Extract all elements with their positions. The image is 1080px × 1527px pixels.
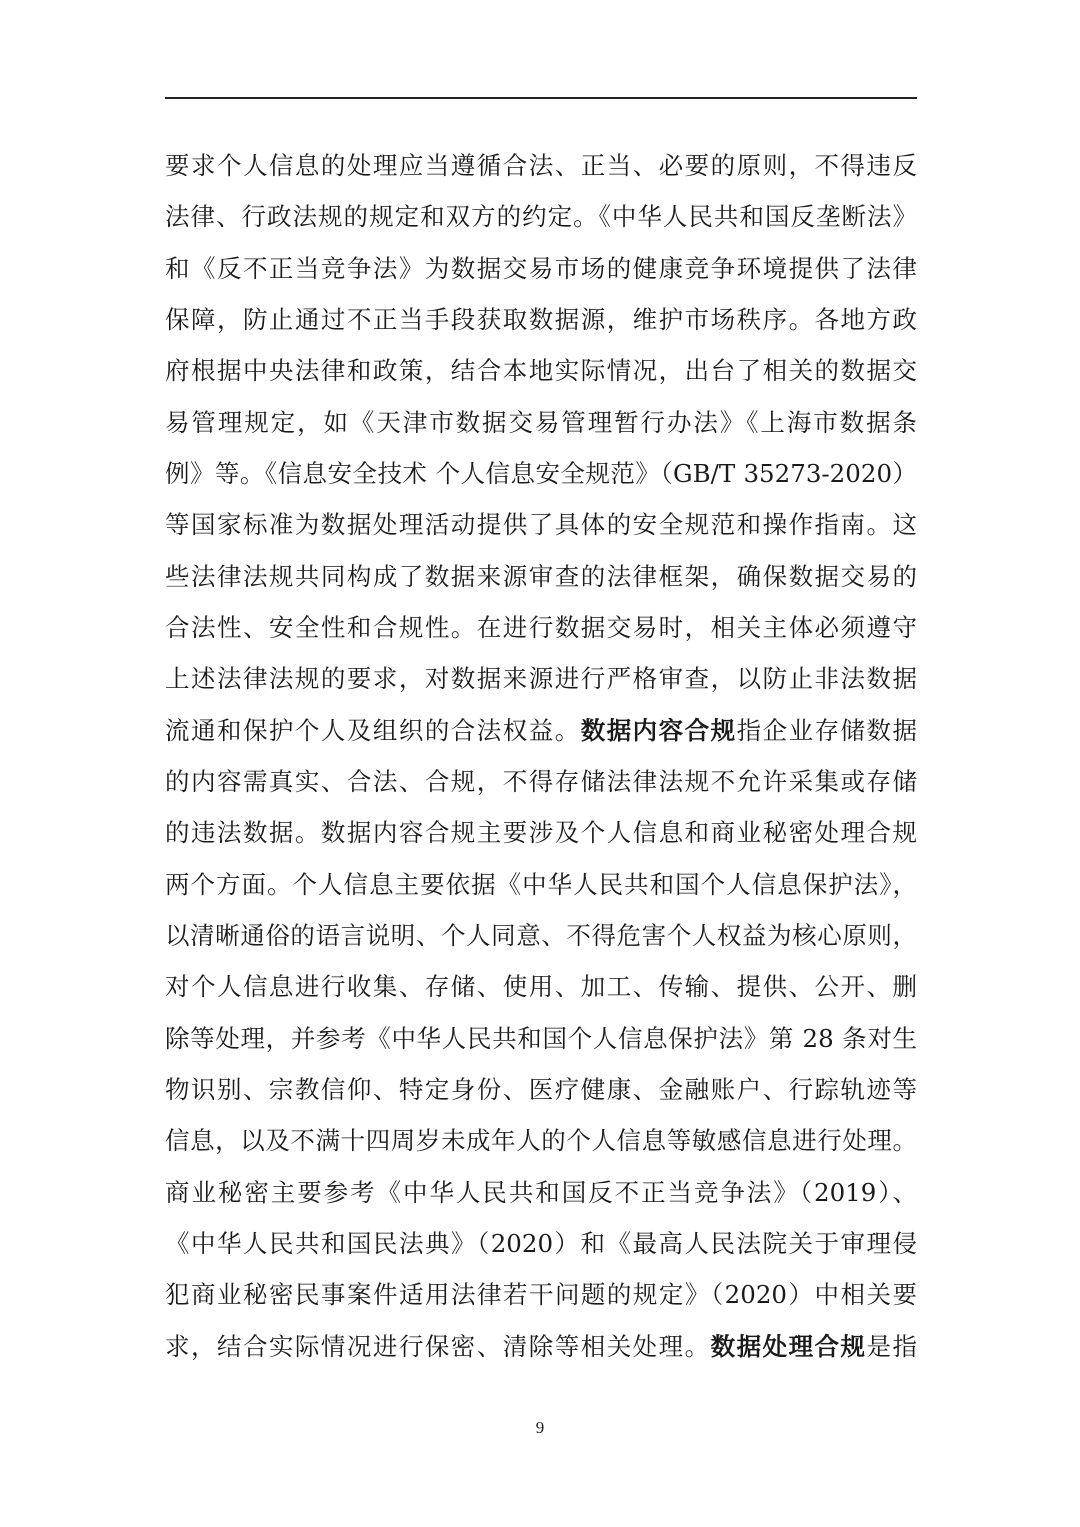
text-line: 和《反不正当竞争法》为数据交易市场的健康竞争环境提供了法律	[165, 253, 917, 283]
text-segment: 是指	[866, 1331, 918, 1361]
text-line: 除等处理，并参考《中华人民共和国个人信息保护法》第 28 条对生	[165, 1023, 917, 1053]
text-segment: 指企业存储数据	[736, 715, 918, 745]
header-rule	[165, 97, 917, 99]
text-line: 以清晰通俗的语言说明、个人同意、不得危害个人权益为核心原则，	[165, 920, 917, 950]
text-line: 对个人信息进行收集、存储、使用、加工、传输、提供、公开、删	[165, 972, 917, 1002]
bold-term: 数据处理合规	[710, 1331, 867, 1361]
text-line: 两个方面。个人信息主要依据《中华人民共和国个人信息保护法》，	[165, 869, 917, 899]
text-line: 商业秘密主要参考《中华人民共和国反不正当竞争法》（2019）、	[165, 1177, 917, 1207]
text-line: 的内容需真实、合法、合规，不得存储法律法规不允许采集或存储	[165, 766, 917, 796]
body-text	[165, 140, 917, 1372]
text-segment: 求，结合实际情况进行保密、清除等相关处理。	[165, 1331, 711, 1361]
text-line: 犯商业秘密民事案件适用法律若干问题的规定》（2020）中相关要	[165, 1280, 917, 1310]
text-segment: 流通和保护个人及组织的合法权益。	[165, 715, 581, 745]
text-line: 法律、行政法规的规定和双方的约定。《中华人民共和国反垄断法》	[165, 202, 917, 232]
text-line: 上述法律法规的要求，对数据来源进行严格审查，以防止非法数据	[165, 664, 917, 694]
text-line: 府根据中央法律和政策，结合本地实际情况，出台了相关的数据交	[165, 356, 917, 386]
text-line: 易管理规定，如《天津市数据交易管理暂行办法》《上海市数据条	[165, 407, 917, 437]
text-line	[165, 705, 917, 756]
text-line: 要求个人信息的处理应当遵循合法、正当、必要的原则，不得违反	[165, 151, 917, 180]
text-line: 例》等。《信息安全技术 个人信息安全规范》（GB/T 35273-2020）	[165, 458, 917, 488]
text-line: 的违法数据。数据内容合规主要涉及个人信息和商业秘密处理合规	[165, 818, 917, 848]
text-line: 合法性、安全性和合规性。在进行数据交易时，相关主体必须遵守	[165, 612, 917, 642]
text-line: 《中华人民共和国民法典》（2020）和《最高人民法院关于审理侵	[165, 1228, 917, 1258]
text-line: 等国家标准为数据处理活动提供了具体的安全规范和操作指南。这	[165, 510, 917, 540]
text-line: 些法律法规共同构成了数据来源审查的法律框架，确保数据交易的	[165, 561, 917, 591]
text-line: 物识别、宗教信仰、特定身份、医疗健康、金融账户、行踪轨迹等	[165, 1074, 917, 1104]
text-line	[165, 1321, 917, 1372]
text-line: 保障，防止通过不正当手段获取数据源，维护市场秩序。各地方政	[165, 304, 917, 334]
text-line: 信息，以及不满十四周岁未成年人的个人信息等敏感信息进行处理。	[165, 1126, 917, 1156]
page-number: 9	[535, 1418, 545, 1437]
bold-term: 数据内容合规	[580, 715, 737, 745]
